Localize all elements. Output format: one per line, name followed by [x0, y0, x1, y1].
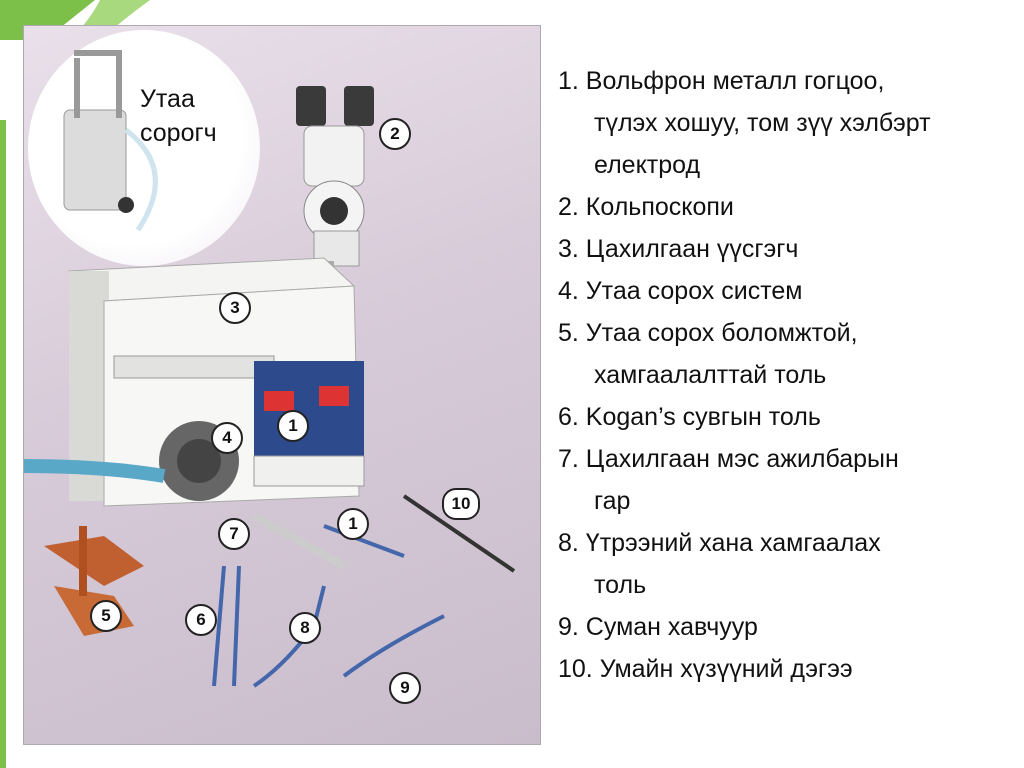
list-item — [558, 60, 998, 186]
list-item — [558, 438, 998, 522]
smoke-evacuator-label — [140, 82, 217, 150]
list-item — [558, 228, 998, 270]
list-item-text: 5. Утаа сорох боломжтой, — [558, 319, 858, 347]
list-item-continuation: түлэх хошуу, том зүү хэлбэрт — [594, 109, 931, 137]
list-item-text: 9. Суман хавчуур — [558, 613, 758, 641]
list-item-text: 6. Kogan’s сувгын толь — [558, 403, 821, 431]
marker-2: 2 — [379, 118, 411, 150]
list-item — [558, 522, 998, 606]
marker-9: 9 — [389, 672, 421, 704]
list-item-text: 8. Үтрээний хана хамгаалах — [558, 529, 881, 557]
list-item-text: 2. Кольпоскопи — [558, 193, 734, 221]
list-item-text: 10. Умайн хүзүүний дэгээ — [558, 655, 853, 683]
smoke-evacuator-inset — [28, 30, 260, 266]
equipment-photo — [24, 26, 540, 744]
inset-label-line1: Утаа — [140, 85, 195, 113]
list-item — [558, 396, 998, 438]
list-item — [558, 312, 998, 396]
marker-6: 6 — [185, 604, 217, 636]
list-item-continuation: електрод — [594, 151, 701, 179]
list-item-continuation: гар — [594, 487, 631, 515]
equipment-list — [558, 60, 998, 690]
marker-7: 7 — [218, 518, 250, 550]
list-item — [558, 270, 998, 312]
list-item-text: 3. Цахилгаан үүсгэгч — [558, 235, 799, 263]
marker-8: 8 — [289, 612, 321, 644]
marker-5: 5 — [90, 600, 122, 632]
decorative-side-bar — [0, 120, 6, 768]
list-item-text: 7. Цахилгаан мэс ажилбарын — [558, 445, 899, 473]
list-item — [558, 648, 998, 690]
list-item-continuation: хамгаалалттай толь — [594, 361, 827, 389]
marker-1-device: 1 — [277, 410, 309, 442]
inset-label-line2: сорогч — [140, 119, 217, 147]
list-item-continuation: толь — [594, 571, 647, 599]
marker-3: 3 — [219, 292, 251, 324]
list-item-text: 1. Вольфрон металл гогцоо, — [558, 67, 885, 95]
marker-10: 10 — [442, 488, 480, 520]
marker-1: 1 — [337, 508, 369, 540]
marker-4: 4 — [211, 422, 243, 454]
list-item — [558, 186, 998, 228]
list-item-text: 4. Утаа сорох систем — [558, 277, 803, 305]
list-item — [558, 606, 998, 648]
